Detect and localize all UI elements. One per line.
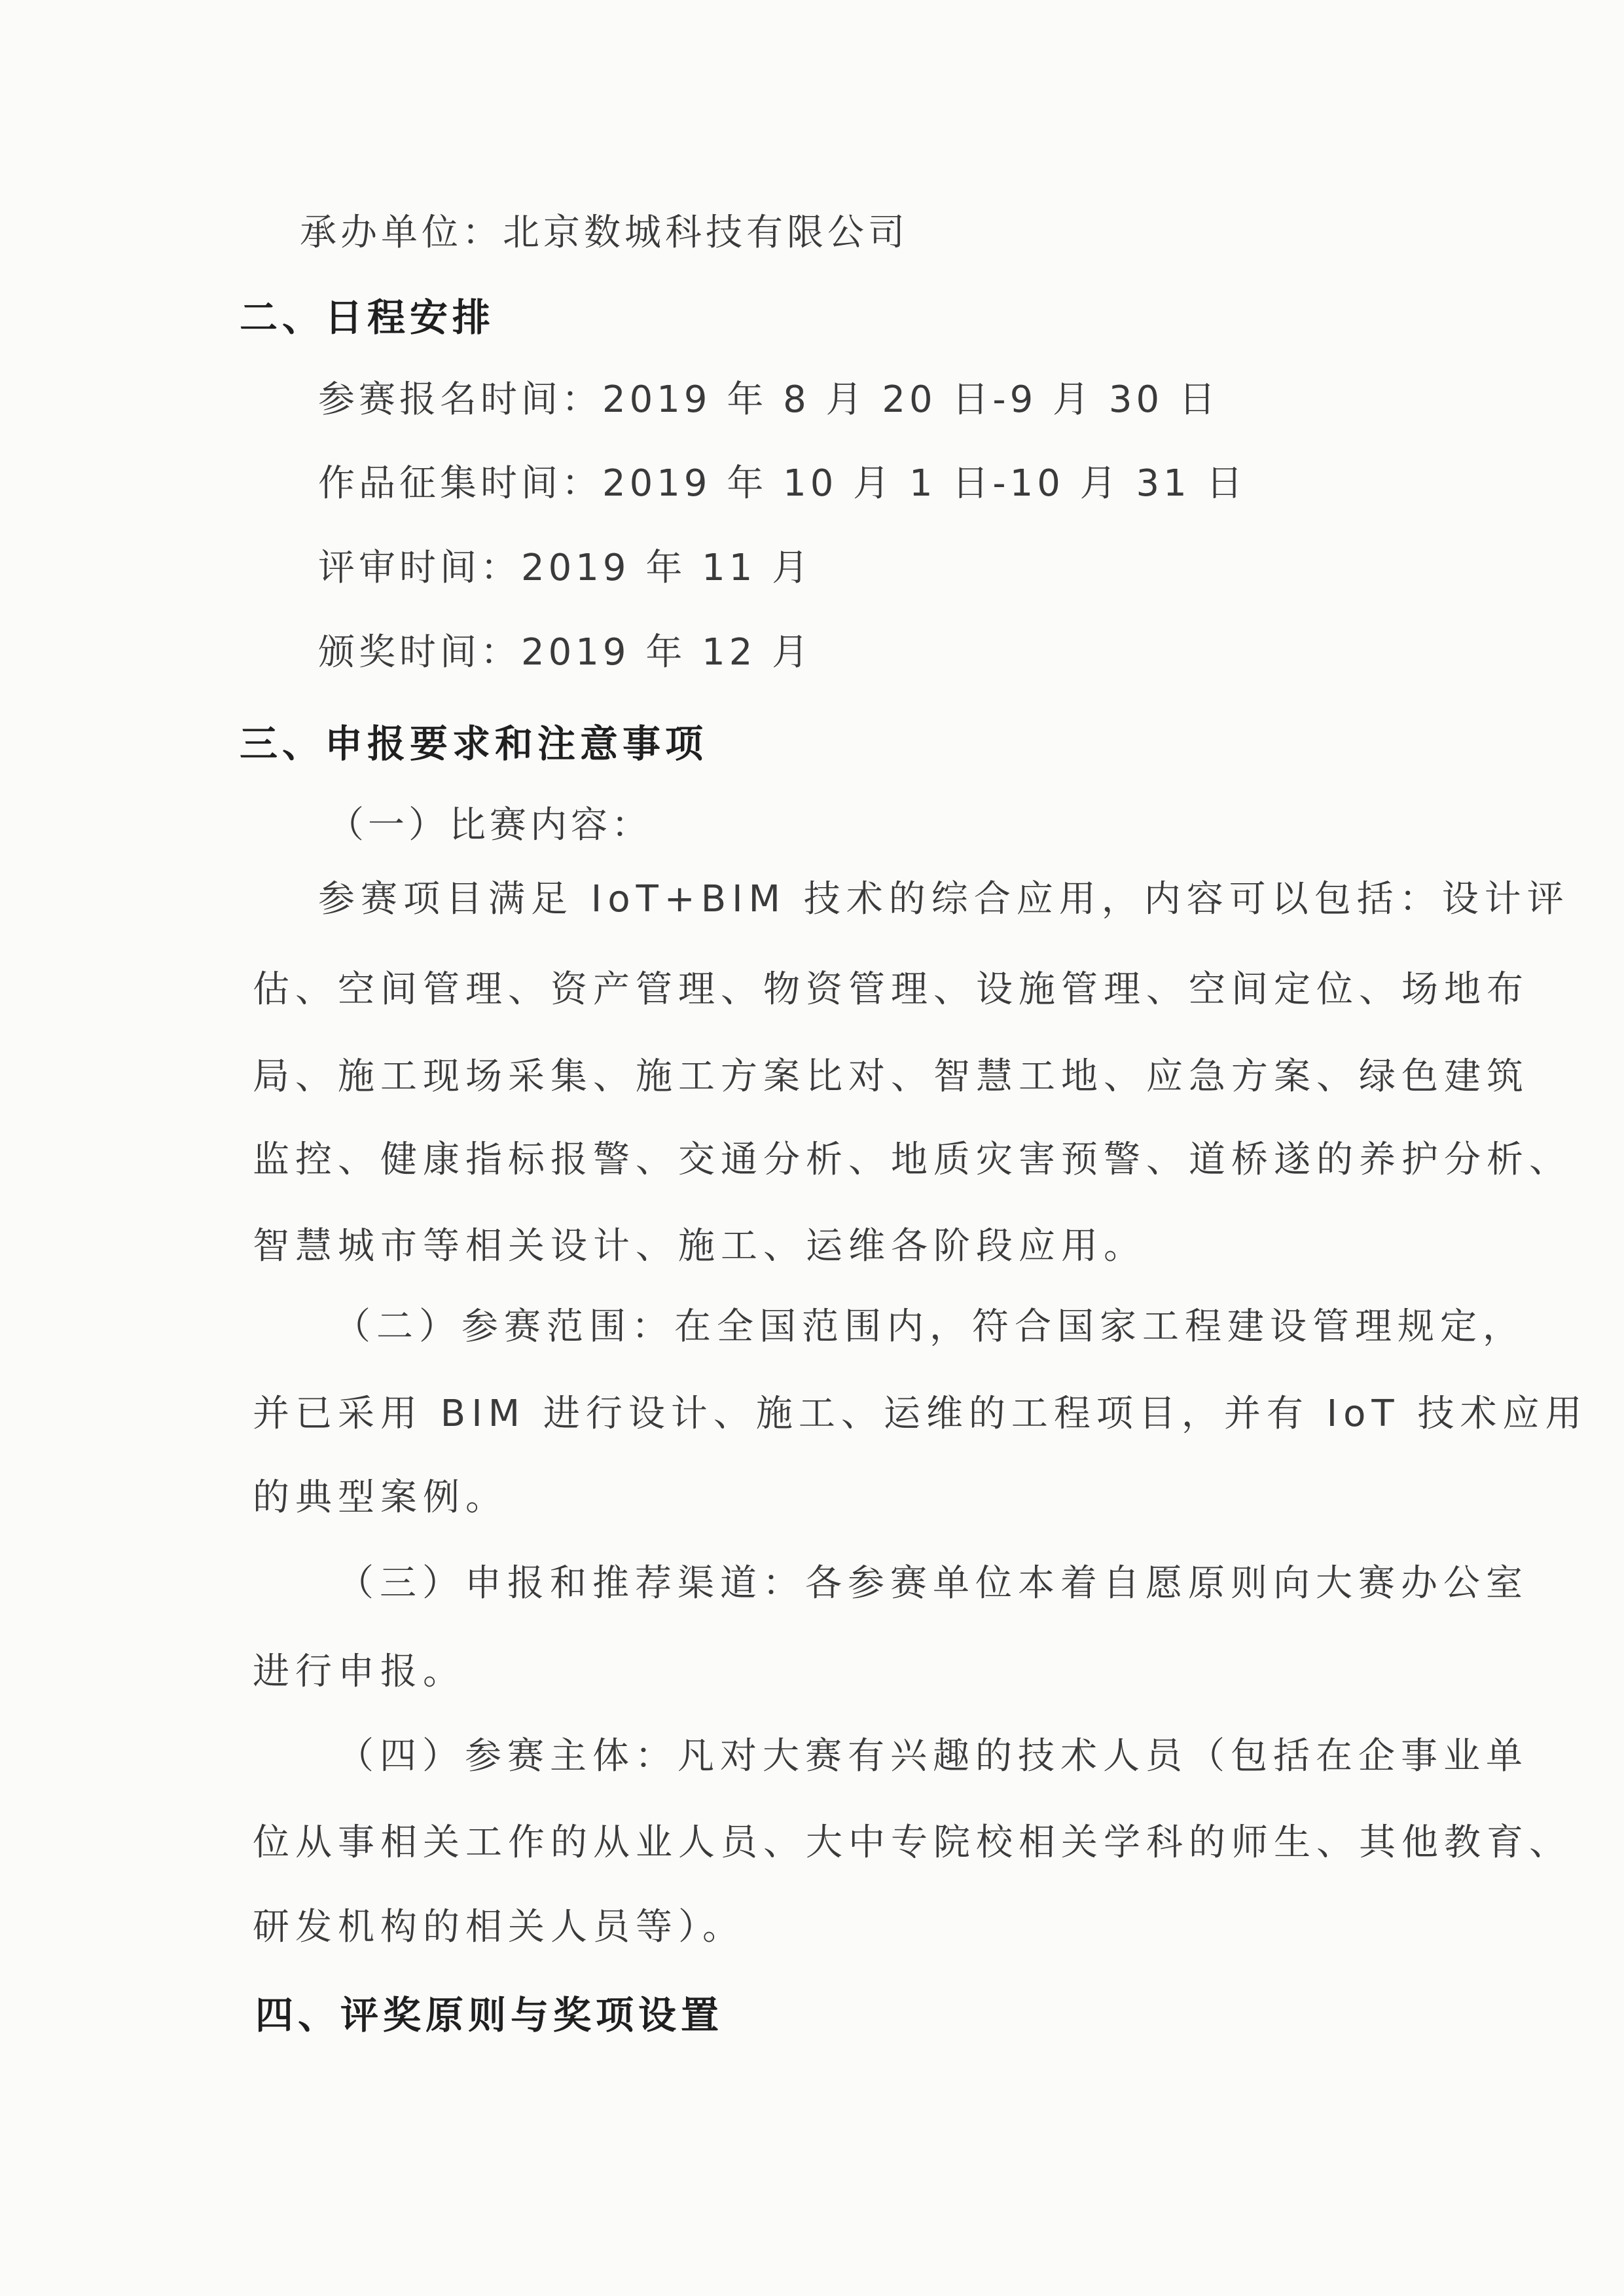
sub-heading-content: （一）比赛内容：: [327, 804, 652, 847]
paragraph-line: 进行申报。: [253, 1650, 465, 1693]
paragraph-line: （三）申报和推荐渠道：各参赛单位本着自愿原则向大赛办公室: [337, 1562, 1528, 1605]
paragraph-line: 局、施工现场采集、施工方案比对、智慧工地、应急方案、绿色建筑: [253, 1055, 1529, 1098]
schedule-review: 评审时间：2019 年 11 月: [318, 547, 813, 589]
paragraph-line: 的典型案例。: [253, 1476, 508, 1519]
paragraph-line: 估、空间管理、资产管理、物资管理、设施管理、空间定位、场地布: [253, 968, 1529, 1011]
paragraph-line: （四）参赛主体：凡对大赛有兴趣的技术人员（包括在企事业单: [337, 1735, 1528, 1777]
organizer-line: 承办单位：北京数城科技有限公司: [300, 211, 909, 254]
schedule-submission: 作品征集时间：2019 年 10 月 1 日-10 月 31 日: [318, 462, 1247, 505]
schedule-award: 颁奖时间：2019 年 12 月: [318, 631, 813, 674]
paragraph-line: 并已采用 BIM 进行设计、施工、运维的工程项目，并有 IoT 技术应用: [253, 1393, 1588, 1435]
paragraph-line: 研发机构的相关人员等）。: [253, 1906, 745, 1948]
section-heading-awards: 四、评奖原则与奖项设置: [255, 1993, 724, 2037]
section-heading-schedule: 二、日程安排: [240, 295, 496, 340]
paragraph-line: （二）参赛范围：在全国范围内，符合国家工程建设管理规定，: [334, 1305, 1525, 1348]
paragraph-line: 智慧城市等相关设计、施工、运维各阶段应用。: [253, 1225, 1146, 1267]
section-heading-requirements: 三、申报要求和注意事项: [240, 721, 708, 766]
paragraph-line: 位从事相关工作的从业人员、大中专院校相关学科的师生、其他教育、: [253, 1821, 1572, 1864]
paragraph-line: 监控、健康指标报警、交通分析、地质灾害预警、道桥遂的养护分析、: [253, 1139, 1572, 1181]
paragraph-line: 参赛项目满足 IoT+BIM 技术的综合应用，内容可以包括：设计评: [318, 878, 1570, 920]
schedule-registration: 参赛报名时间：2019 年 8 月 20 日-9 月 30 日: [318, 378, 1219, 421]
